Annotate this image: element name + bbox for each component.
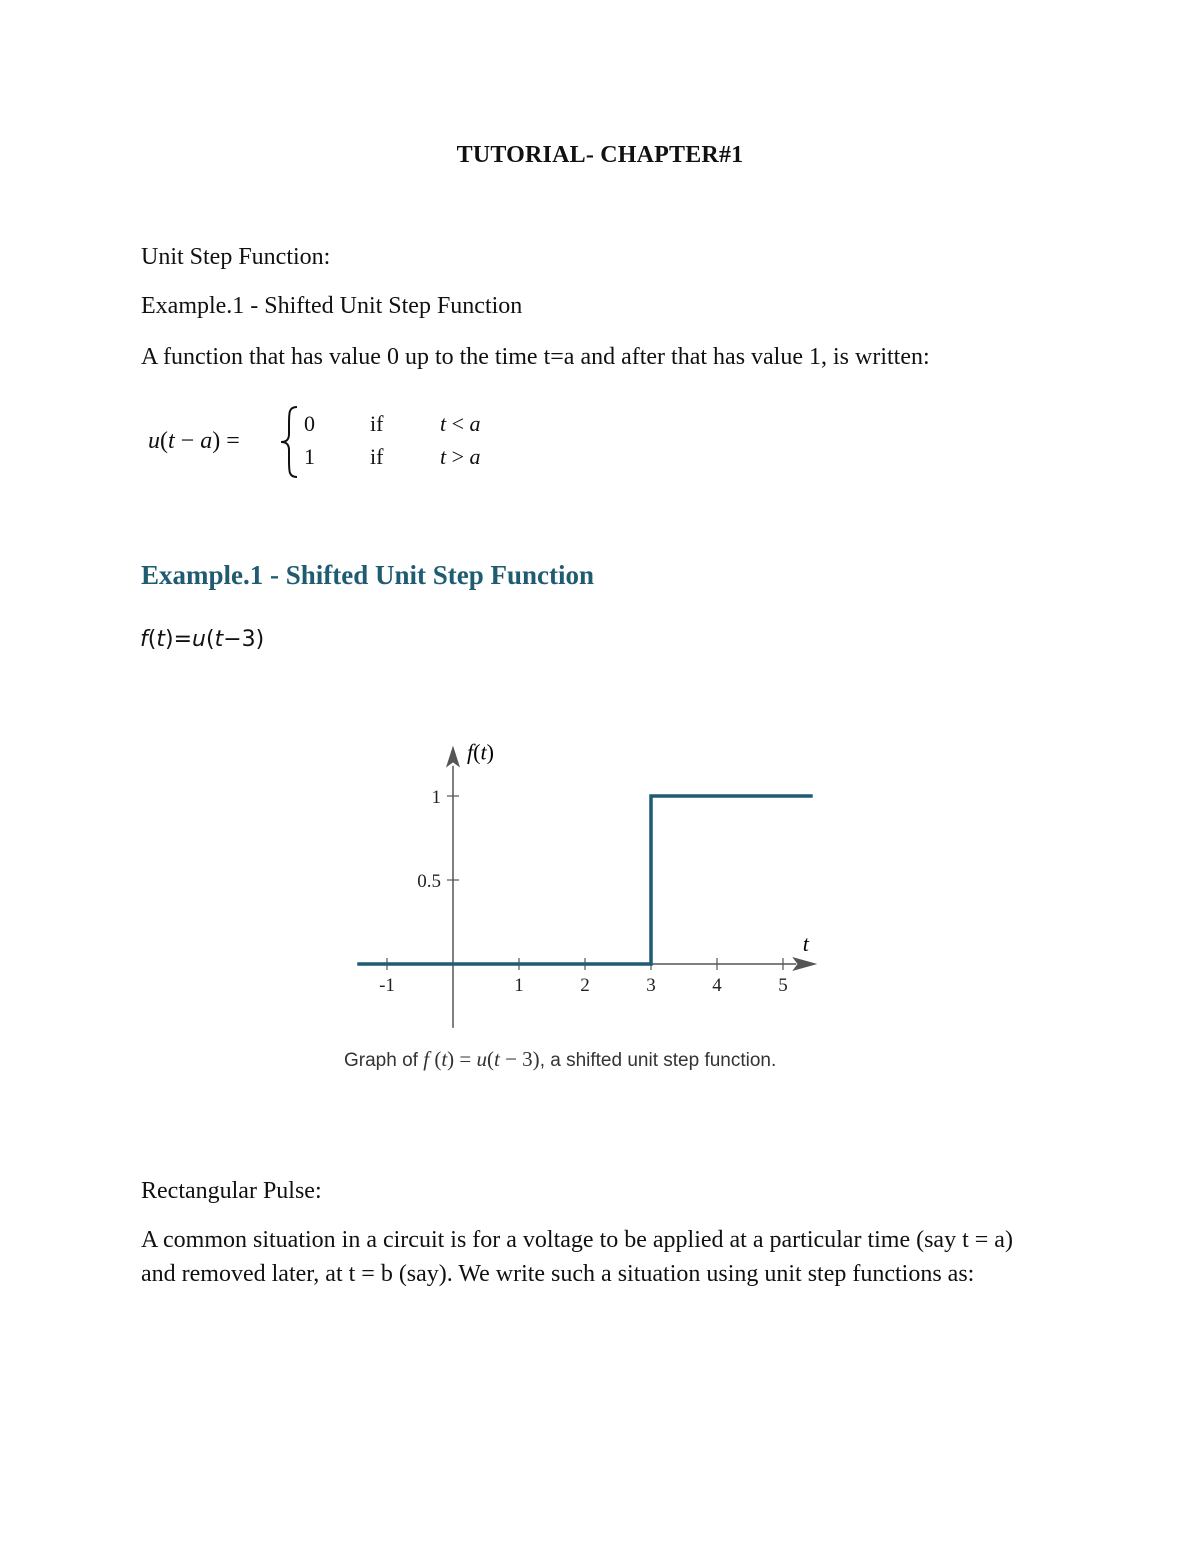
unit-step-heading: Unit Step Function: — [141, 244, 331, 270]
x-tick-label: -1 — [379, 975, 395, 996]
y-axis-arrow-icon — [446, 746, 460, 768]
x-tick-label: 3 — [646, 975, 656, 996]
function-definition: f(t)=u(t−3) — [140, 627, 265, 652]
formula-row2-if: if — [370, 444, 384, 469]
rectangular-pulse-heading: Rectangular Pulse: — [141, 1178, 322, 1204]
y-axis-label: f(t) — [467, 739, 494, 765]
x-tick-label: 1 — [514, 975, 524, 996]
formula-row1-if: if — [370, 411, 384, 436]
x-tick-label: 2 — [580, 975, 590, 996]
formula-row1-condition: t < a — [440, 411, 481, 436]
formula-lhs: u(t − a) = — [148, 428, 240, 454]
page-title: TUTORIAL- CHAPTER#1 — [456, 142, 744, 168]
formula-row1-value: 0 — [304, 411, 315, 436]
formula-row2-value: 1 — [304, 444, 315, 469]
formula-row2-condition: t > a — [440, 444, 481, 469]
example-heading: Example.1 - Shifted Unit Step Function — [141, 560, 595, 590]
rectangular-pulse-text: A common situation in a circuit is for a voltage to be applied at a particular time (say t = a) and removed later, at t = b (say). We write such a situation using unit step functions as: — [141, 1227, 1013, 1287]
x-tick-label: 5 — [778, 975, 788, 996]
x-tick-label: 4 — [712, 975, 722, 996]
y-tick-label: 1 — [431, 787, 441, 808]
x-axis-label: t — [802, 931, 809, 956]
example-line: Example.1 - Shifted Unit Step Function — [141, 293, 523, 319]
chart-caption: Graph of f (t) = u(t − 3), a shifted unit step function. — [344, 1047, 777, 1071]
intro-text: A function that has value 0 up to the time t=a and after that has value 1, is written: — [141, 344, 930, 370]
y-tick-label: 0.5 — [417, 871, 441, 892]
